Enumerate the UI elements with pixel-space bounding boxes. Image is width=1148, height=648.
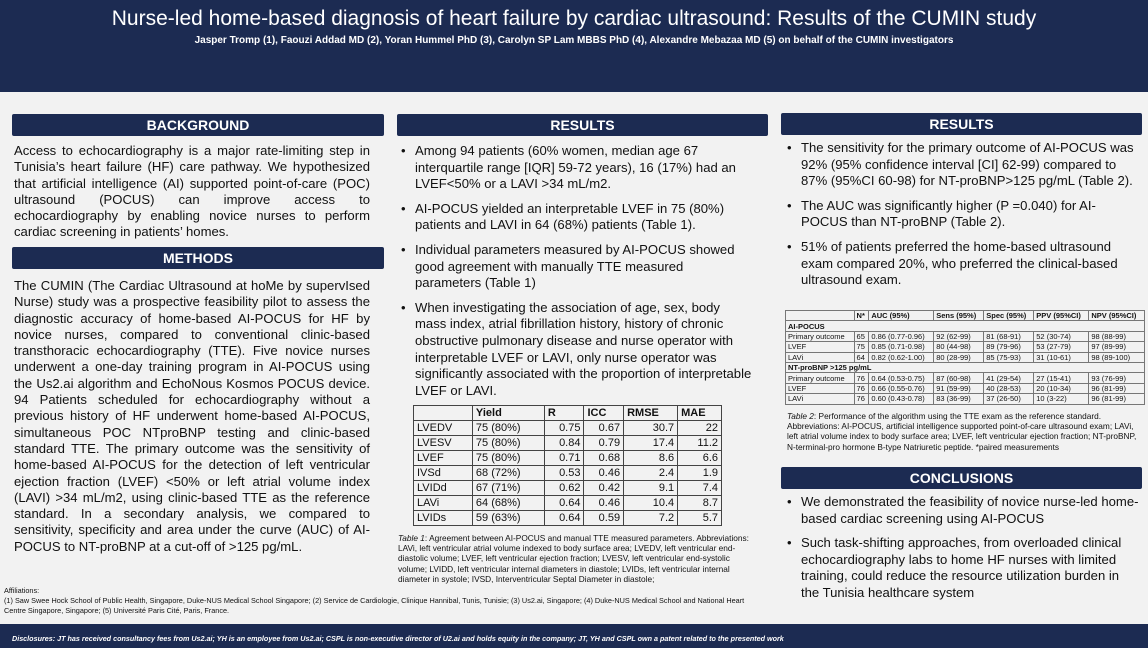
table-cell: 80 (28-99) — [934, 352, 984, 362]
table-cell: LVEF — [786, 383, 855, 393]
list-item: • The AUC was significantly higher (P =0.040) for AI-POCUS than NT-proBNP (Table 2). — [783, 198, 1139, 231]
table-cell: 81 (68-91) — [984, 331, 1034, 341]
methods-heading: METHODS — [12, 247, 384, 269]
table-cell: 0.79 — [584, 436, 624, 451]
table-cell: LVIDs — [414, 511, 473, 526]
table-cell: 7.2 — [624, 511, 678, 526]
table-header-cell: ICC — [584, 406, 624, 421]
table-cell: 0.64 (0.53-0.75) — [869, 373, 934, 383]
table-cell: 0.59 — [584, 511, 624, 526]
table-2-caption — [787, 411, 1143, 452]
table-header-cell: RMSE — [624, 406, 678, 421]
table-group-label: AI-POCUS — [786, 321, 1145, 331]
list-item: • Among 94 patients (60% women, median age 67 interquartile range [IQR] 59-72 years), 16 (17%) had an LVEF<50% or a LAVI >34 mL/m2. — [397, 143, 753, 193]
table-cell: 98 (88-99) — [1089, 331, 1145, 341]
table-cell: 53 (27-79) — [1034, 342, 1089, 352]
disclosures-footer: Disclosures: JT has received consultancy fees from Us2.ai; YH is an employee from Us2.ai; CSPL is non-executive director of U2.ai and holds equity in the company; JT, YH and CSPL own a patent related to the presented work — [0, 624, 1148, 648]
list-item: • The sensitivity for the primary outcome of AI-POCUS was 92% (95% confidence interval [CI] 62-99) compared to 87% (95%CI 60-98) for NT-proBNP>125 pg/mL (Table 2). — [783, 140, 1139, 190]
table-header-cell: NPV (95%CI) — [1089, 311, 1145, 321]
table-cell: LVEF — [414, 451, 473, 466]
table-cell: 27 (15-41) — [1034, 373, 1089, 383]
table-row — [786, 383, 1145, 393]
affiliations-text: (1) Saw Swee Hock School of Public Health, Singapore, Duke-NUS Medical School Singapore; (2) Service de Cardiologie, Clinique Hannibal, Tunis, Tunisie; (3) Us2.ai, Singapore; (4) Duke-NUS Medical School and National Heart Centre Singapore, Singapore; (5) Université Paris Cité, Paris, France. — [4, 595, 745, 615]
affiliations — [4, 586, 764, 615]
table-cell: 0.84 — [544, 436, 584, 451]
table-row — [414, 451, 722, 466]
table-header-cell — [786, 311, 855, 321]
table-row — [786, 352, 1145, 362]
table-cell: 75 — [854, 342, 869, 352]
table-cell: 75 (80%) — [472, 451, 544, 466]
table-cell: 85 (75-93) — [984, 352, 1034, 362]
table-cell: 8.7 — [678, 496, 722, 511]
table-cell: 76 — [854, 383, 869, 393]
table-header-cell: Yield — [472, 406, 544, 421]
table-header-cell: Sens (95%) — [934, 311, 984, 321]
table-cell: LVESV — [414, 436, 473, 451]
table-cell: Primary outcome — [786, 331, 855, 341]
table-row — [414, 436, 722, 451]
conclusions-list — [783, 494, 1139, 610]
table-group-row — [786, 321, 1145, 331]
table-cell: 0.46 — [584, 496, 624, 511]
author-list: Jasper Tromp (1), Faouzi Addad MD (2), Yoran Hummel PhD (3), Carolyn SP Lam MBBS PhD (4), Alexandre Mebazaa MD (5) on behalf of the CUMIN investigators — [194, 35, 954, 46]
table-cell: 1.9 — [678, 466, 722, 481]
results-heading-2: RESULTS — [781, 113, 1142, 135]
table-1-caption — [398, 533, 758, 584]
table-row — [786, 394, 1145, 404]
table-cell: 0.64 — [544, 496, 584, 511]
table-cell: 0.71 — [544, 451, 584, 466]
table-row — [414, 496, 722, 511]
table-cell: 20 (10-34) — [1034, 383, 1089, 393]
table-cell: 89 (79-96) — [984, 342, 1034, 352]
background-heading: BACKGROUND — [12, 114, 384, 136]
table-cell: 0.42 — [584, 481, 624, 496]
table-1 — [413, 405, 722, 526]
table-cell: LVEF — [786, 342, 855, 352]
table-cell: 76 — [854, 394, 869, 404]
table-header-cell: AUC (95%) — [869, 311, 934, 321]
table-cell: 0.75 — [544, 421, 584, 436]
table-cell: 93 (76-99) — [1089, 373, 1145, 383]
table-cell: 9.1 — [624, 481, 678, 496]
table-cell: LAVi — [414, 496, 473, 511]
table-header-cell — [414, 406, 473, 421]
list-item: • When investigating the association of age, sex, body mass index, atrial fibrillation history, history of chronic obstructive pulmonary disease and nurse operator with interpretable LVEF or LAVI, only nurse operator was significantly associated with the proportion of interpretable LVEF or LAVI. — [397, 300, 753, 400]
table-cell: 64 (68%) — [472, 496, 544, 511]
table-cell: 37 (26-50) — [984, 394, 1034, 404]
table-cell: LAVi — [786, 352, 855, 362]
table-row — [414, 511, 722, 526]
table-header-cell: R — [544, 406, 584, 421]
table-header-cell: Spec (95%) — [984, 311, 1034, 321]
table-cell: 87 (60-98) — [934, 373, 984, 383]
table-cell: 91 (59-99) — [934, 383, 984, 393]
list-item: • 51% of patients preferred the home-based ultrasound exam compared 20%, who preferred the clinical-based ultrasound exam. — [783, 239, 1139, 289]
table-cell: 0.82 (0.62-1.00) — [869, 352, 934, 362]
table-cell: 83 (36-99) — [934, 394, 984, 404]
table-2-caption-label: Table 2 — [787, 411, 814, 421]
table-cell: 10.4 — [624, 496, 678, 511]
results-heading-1: RESULTS — [397, 114, 768, 136]
table-cell: 40 (28-53) — [984, 383, 1034, 393]
table-cell: 0.86 (0.77-0.96) — [869, 331, 934, 341]
list-item: • We demonstrated the feasibility of novice nurse-led home-based cardiac screening using AI-POCUS — [783, 494, 1139, 527]
table-cell: 0.66 (0.55-0.76) — [869, 383, 934, 393]
table-cell: 10 (3-22) — [1034, 394, 1089, 404]
table-cell: 75 (80%) — [472, 421, 544, 436]
table-header-cell: PPV (95%CI) — [1034, 311, 1089, 321]
table-cell: 22 — [678, 421, 722, 436]
table-cell: 0.85 (0.71-0.98) — [869, 342, 934, 352]
table-cell: 98 (89-100) — [1089, 352, 1145, 362]
table-cell: 31 (10-61) — [1034, 352, 1089, 362]
table-cell: 0.53 — [544, 466, 584, 481]
table-cell: 52 (30-74) — [1034, 331, 1089, 341]
list-item: • AI-POCUS yielded an interpretable LVEF in 75 (80%) patients and LAVI in 64 (68%) patients (Table 1). — [397, 201, 753, 234]
table-header-row — [414, 406, 722, 421]
table-cell: 67 (71%) — [472, 481, 544, 496]
table-2-caption-text: : Performance of the algorithm using the TTE exam as the reference standard. Abbreviations: AI-POCUS, artificial intelligence supported point-of-care ultrasound exam; LAVi, left atrial volume index to body surface area; LVEF, left ventricular ejection fraction; NT-proBNP, N-terminal-pro hormone B-type Natriuretic peptide. *paired measurements — [787, 411, 1137, 452]
table-cell: 0.67 — [584, 421, 624, 436]
table-header-cell: MAE — [678, 406, 722, 421]
table-group-label: NT-proBNP >125 pg/mL — [786, 362, 1145, 372]
table-1-caption-text: : Agreement between AI-POCUS and manual TTE measured parameters. Abbreviations: LAVi, left ventricular atrial volume indexed to body surface area; LVEDV, left ventricular end-diastolic volume; LVEF, left ventricular ejection fraction; LVESV, left ventricular end-systolic volume; LVIDD, left ventricular internal diameters in diastole; LVIDs, left ventricular internal diameter in systole; IVSD, Interventricular Septal Diameter in diastole; — [398, 533, 749, 584]
table-1-caption-label: Table 1 — [398, 533, 425, 543]
table-cell: 2.4 — [624, 466, 678, 481]
table-2 — [785, 310, 1145, 405]
table-cell: 30.7 — [624, 421, 678, 436]
results-list-1 — [397, 143, 753, 407]
table-header-cell: N* — [854, 311, 869, 321]
table-cell: 76 — [854, 373, 869, 383]
background-text: Access to echocardiography is a major rate-limiting step in Tunisia’s heart failure (HF) care pathway. We hypothesized that artificial intelligence (AI) supported point-of-care (POC) ultrasound (POCUS) can improve access to echocardiography by enabling novice nurses to perform cardiac screening in patients’ homes. — [14, 143, 370, 240]
table-cell: 68 (72%) — [472, 466, 544, 481]
table-cell: LVIDd — [414, 481, 473, 496]
table-row — [414, 481, 722, 496]
table-cell: 41 (29-54) — [984, 373, 1034, 383]
poster-title: Nurse-led home-based diagnosis of heart failure by cardiac ultrasound: Results of the CUMIN study — [111, 7, 1037, 30]
table-group-row — [786, 362, 1145, 372]
list-item: • Individual parameters measured by AI-POCUS showed good agreement with manually TTE measured parameters (Table 1) — [397, 242, 753, 292]
conclusions-heading: CONCLUSIONS — [781, 467, 1142, 489]
table-cell: Primary outcome — [786, 373, 855, 383]
table-cell: 0.62 — [544, 481, 584, 496]
table-row — [414, 466, 722, 481]
table-cell: 64 — [854, 352, 869, 362]
table-cell: 0.60 (0.43-0.78) — [869, 394, 934, 404]
table-cell: 97 (89-99) — [1089, 342, 1145, 352]
methods-text: The CUMIN (The Cardiac Ultrasound at hoMe by supervIsed Nurse) study was a prospective feasibility pilot to assess the diagnostic accuracy of home-based AI-POCUS for HF by novice nurses, compared to conventional clinic-based transthoracic echocardiography (TTE). Five novice nurses underwent a one-day training program in AI-POCUS using the Us2.ai algorithm and EchoNous Kosmos POCUS device. 94 Patients scheduled for echocardiography without a previous history of HF underwent home-based AI-POCUS, simultaneous POC NTproBNP testing and clinic-based standard TTE. The primary outcome was the sensitivity of home-based AI-POCUS for the detection of left ventricular ejection fraction (LVEF) <50% or left atrial volume index (LAVI) >34 mL/m2, using clinic-based TTE as the reference standard. In a secondary analysis, we compared to sensitivity, specificity and area under the curve (AUC) of AI-POCUS to NT-proBNP at a cut-off of >125 pg/mL. — [14, 278, 370, 554]
list-item: • Such task-shifting approaches, from overloaded clinical echocardiography labs to home HF nurses with limited training, could reduce the resource utilization burden in the Tunisia healthcare system — [783, 535, 1139, 601]
table-cell: 0.64 — [544, 511, 584, 526]
table-cell: 80 (44-98) — [934, 342, 984, 352]
affiliations-label: Affiliations: — [4, 586, 40, 595]
table-cell: 17.4 — [624, 436, 678, 451]
table-cell: 75 (80%) — [472, 436, 544, 451]
table-cell: 65 — [854, 331, 869, 341]
table-cell: 92 (62-99) — [934, 331, 984, 341]
table-cell: 7.4 — [678, 481, 722, 496]
table-cell: 11.2 — [678, 436, 722, 451]
table-cell: 8.6 — [624, 451, 678, 466]
table-cell: LAVi — [786, 394, 855, 404]
poster-header — [0, 0, 1148, 92]
table-row — [786, 331, 1145, 341]
table-cell: 5.7 — [678, 511, 722, 526]
table-cell: 0.46 — [584, 466, 624, 481]
table-cell: IVSd — [414, 466, 473, 481]
table-cell: 6.6 — [678, 451, 722, 466]
table-cell: LVEDV — [414, 421, 473, 436]
table-cell: 96 (81-99) — [1089, 383, 1145, 393]
table-cell: 59 (63%) — [472, 511, 544, 526]
table-cell: 96 (81-99) — [1089, 394, 1145, 404]
table-header-row — [786, 311, 1145, 321]
table-row — [414, 421, 722, 436]
results-list-2 — [783, 140, 1139, 297]
table-row — [786, 342, 1145, 352]
table-cell: 0.68 — [584, 451, 624, 466]
table-row — [786, 373, 1145, 383]
